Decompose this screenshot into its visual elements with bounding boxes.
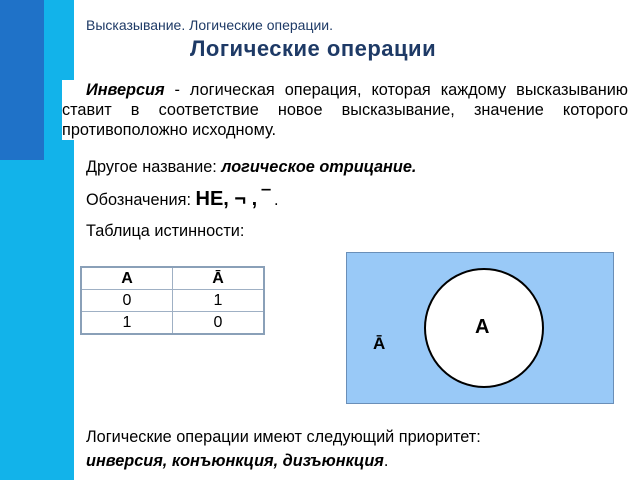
table-cell: 0 [81, 290, 173, 312]
notation-end: . [269, 191, 279, 209]
notation-line [86, 188, 278, 211]
table-header-row [81, 267, 264, 290]
definition-term: Инверсия [86, 81, 165, 99]
table-cell: 0 [173, 312, 265, 335]
other-name-line [86, 158, 416, 177]
priority-order: инверсия, конъюнкция, дизъюнкция [86, 452, 384, 470]
priority-text: Логические операции имеют следующий приоритет: [86, 428, 481, 446]
notation-symbols: НЕ, ¬ , ‾ [195, 188, 270, 210]
definition-paragraph [62, 80, 628, 140]
definition-text: - логическая операция, которая каждому высказыванию ставит в соответствие новое высказывание, значение которого противоположно исходному. [62, 81, 628, 139]
truth-table-label: Таблица истинности: [86, 222, 245, 240]
notation-label: Обозначения: [86, 191, 196, 209]
table-row [81, 290, 264, 312]
other-name-label: Другое название: [86, 158, 222, 176]
table-header-a: A [81, 267, 173, 290]
page-title: Логические операции [190, 36, 437, 61]
venn-label-a: A [475, 316, 490, 338]
table-cell: 1 [81, 312, 173, 335]
truth-table [80, 266, 265, 335]
priority-order-line [86, 452, 388, 471]
decor-bar-dark [0, 0, 44, 160]
venn-label-not-a: Ā [373, 334, 386, 353]
breadcrumb: Высказывание. Логические операции. [86, 17, 334, 33]
table-row [81, 312, 264, 335]
table-header-not-a: Ā [173, 267, 265, 290]
priority-end: . [383, 452, 389, 470]
table-cell: 1 [173, 290, 265, 312]
decor-bar-cyan [0, 160, 74, 480]
other-name-value: логическое отрицание. [221, 158, 417, 176]
